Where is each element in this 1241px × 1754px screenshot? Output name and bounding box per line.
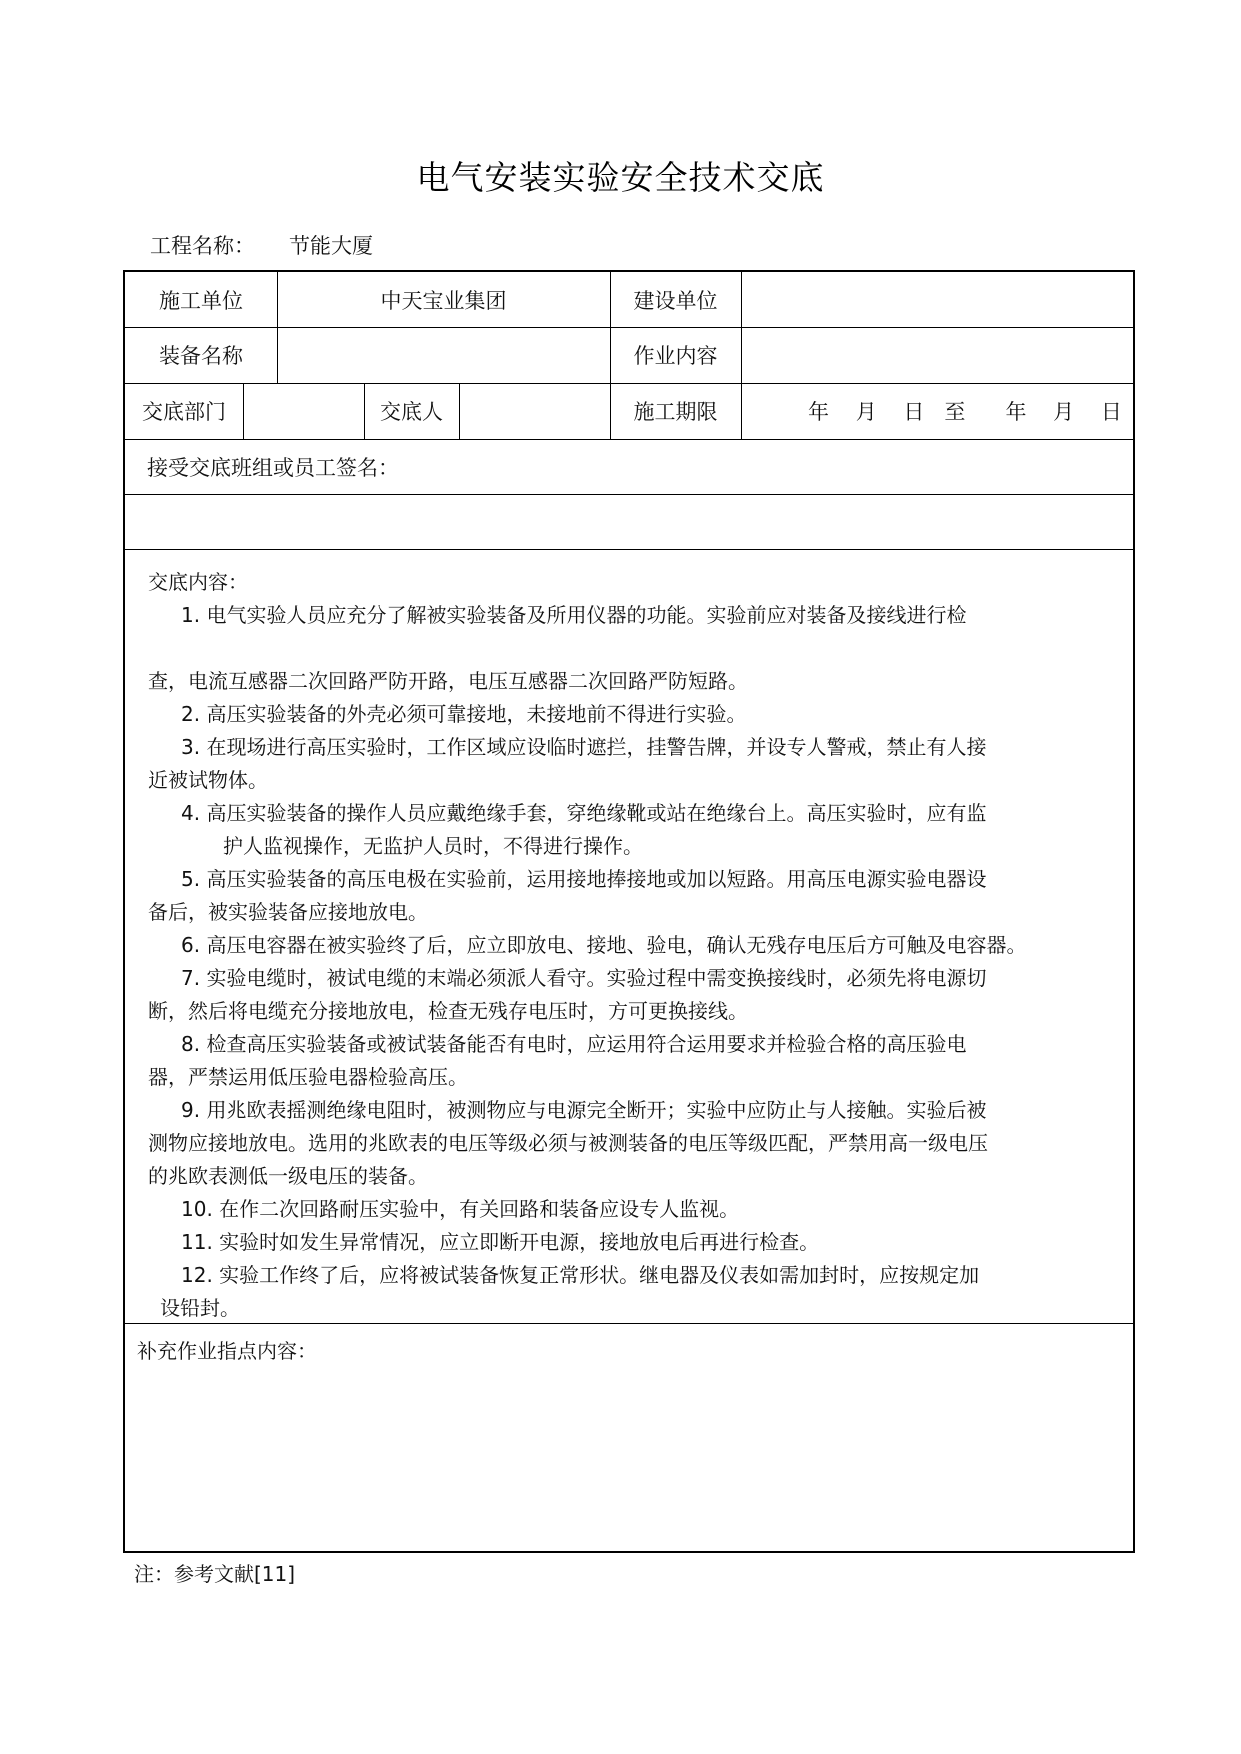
supplement-label: 补充作业指点内容： [137,1339,317,1363]
content-line: 测物应接地放电。选用的兆欧表的电压等级必须与被测装备的电压等级匹配，严禁用高一级电压 [148,1131,988,1155]
row-signature-label [125,439,1133,495]
presenter-value[interactable] [459,383,610,439]
construction-period-label: 施工期限 [633,400,718,424]
row-signature-value [125,494,1133,550]
row-supplement [125,1323,1133,1551]
content-line: 9. 用兆欧表摇测绝缘电阻时，被测物应与电源完全断开；实验中应防止与人接触。实验后被 [181,1098,987,1122]
content-line: 8. 检查高压实验装备或被试装备能否有电时，应运用符合运用要求并检验合格的高压验电 [181,1032,967,1056]
reference-note: 注：参考文献[11] [134,1562,296,1586]
project-value: 节能大厦 [289,234,373,258]
content-line: 的兆欧表测低一级电压的装备。 [148,1164,428,1188]
construction-unit-label: 施工单位 [159,288,243,313]
construction-period-value[interactable]: 年 月 日 至 年 月 日 [808,400,1122,424]
construction-unit-value[interactable]: 中天宝业集团 [380,288,507,313]
content-line: 近被试物体。 [148,768,268,792]
department-label: 交底部门 [142,400,226,424]
document-title: 电气安装实验安全技术交底 [416,158,825,197]
content-line: 3. 在现场进行高压实验时，工作区域应设临时遮拦，挂警告牌，并设专人警戒，禁止有人接 [181,735,987,759]
content-line: 7. 实验电缆时，被试电缆的末端必须派人看守。实验过程中需变换接线时，必须先将电源切 [181,966,987,990]
content-line: 器，严禁运用低压验电器检验高压。 [148,1065,468,1089]
project-label: 工程名称： [150,234,255,258]
project-name [150,230,373,260]
client-unit-label: 建设单位 [633,288,718,313]
content-line: 护人监视操作，无监护人员时，不得进行操作。 [223,834,643,858]
content-line: 5. 高压实验装备的高压电极在实验前，运用接地捧接地或加以短路。用高压电源实验电器设 [181,867,987,891]
content-label: 交底内容： [148,570,248,594]
content-line: 11. 实验时如发生异常情况，应立即断开电源，接地放电后再进行检查。 [181,1230,820,1254]
row-handover-content [125,549,1133,1324]
row-construction-unit [125,272,1133,328]
content-line: 查，电流互感器二次回路严防开路，电压互感器二次回路严防短路。 [148,669,748,693]
content-line: 10. 在作二次回路耐压实验中，有关回路和装备应设专人监视。 [181,1197,740,1221]
row-department [125,383,1133,440]
work-content-label: 作业内容 [633,344,718,368]
department-value[interactable] [243,383,364,439]
content-line: 1. 电气实验人员应充分了解被实验装备及所用仪器的功能。实验前应对装备及接线进行检 [181,603,967,627]
signature-field[interactable] [147,494,1133,549]
content-line: 备后，被实验装备应接地放电。 [148,900,428,924]
content-line: 断，然后将电缆充分接地放电，检查无残存电压时，方可更换接线。 [148,999,748,1023]
row-equipment [125,327,1133,384]
handover-form [123,270,1135,1553]
content-line: 设铅封。 [160,1296,240,1320]
signature-label: 接受交底班组或员工签名： [147,455,399,480]
work-content-value[interactable] [741,327,1133,383]
content-line: 12. 实验工作终了后，应将被试装备恢复正常形状。继电器及仪表如需加封时，应按规定加 [181,1263,980,1287]
client-unit-value[interactable] [741,272,1133,327]
content-line: 4. 高压实验装备的操作人员应戴绝缘手套，穿绝缘靴或站在绝缘台上。高压实验时，应有监 [181,801,987,825]
content-line: 6. 高压电容器在被实验终了后，应立即放电、接地、验电，确认无残存电压后方可触及电容器。 [181,933,1027,957]
presenter-label: 交底人 [380,400,443,424]
equipment-name-value[interactable] [277,327,610,383]
content-line: 2. 高压实验装备的外壳必须可靠接地，未接地前不得进行实验。 [181,702,747,726]
equipment-name-label: 装备名称 [159,344,243,368]
